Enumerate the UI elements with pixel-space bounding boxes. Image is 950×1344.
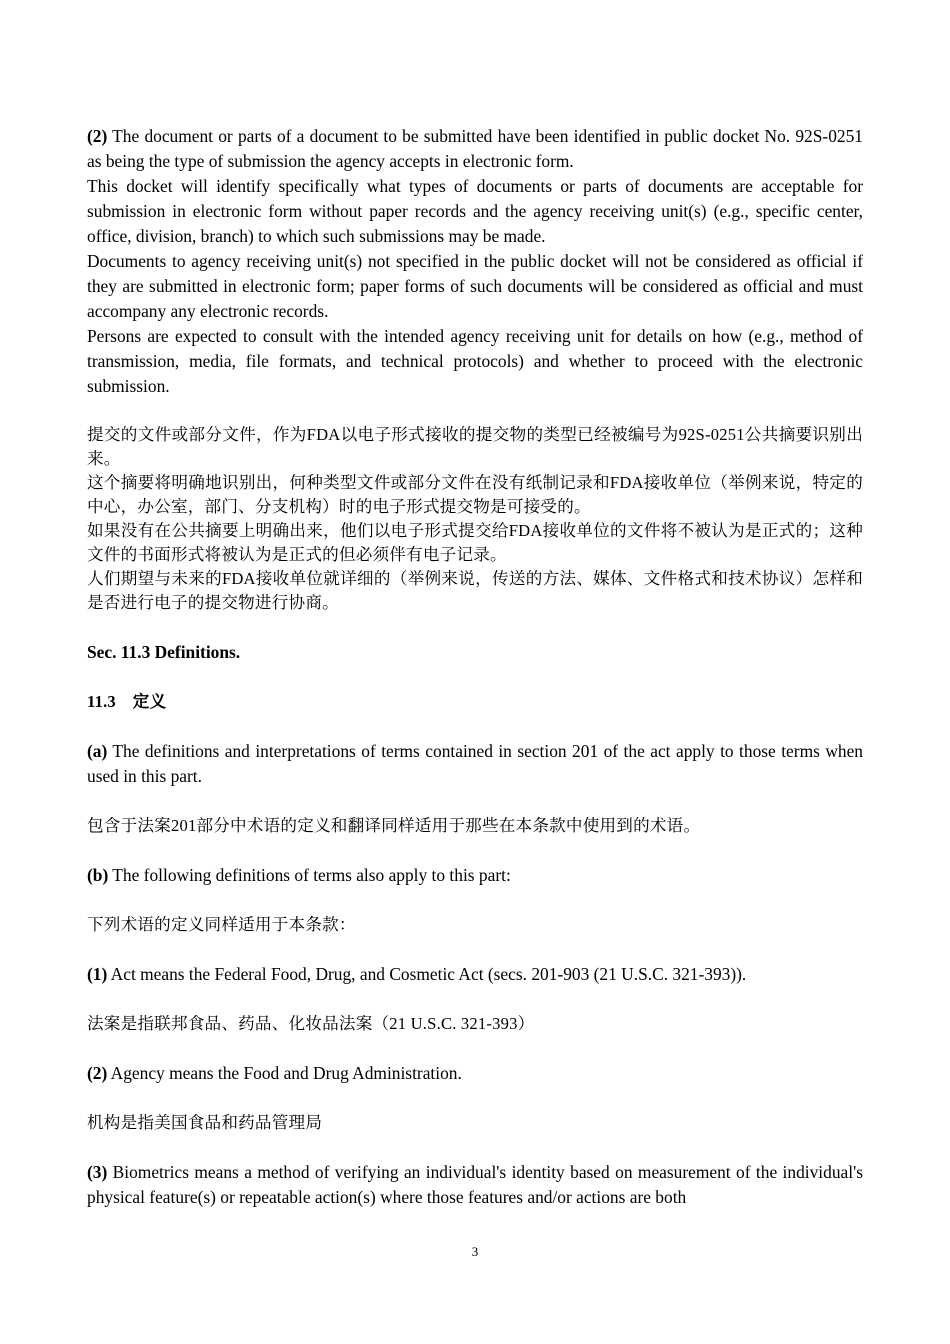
definition-item-en — [87, 739, 863, 789]
item-text: Agency means the Food and Drug Administration. — [107, 1063, 462, 1083]
item-text: Biometrics means a method of verifying an individual's identity based on measurement of the individual's physical feature(s) or repeatable action(s) where those features and/or actions are both — [87, 1162, 863, 1207]
paragraph-en: Persons are expected to consult with the intended agency receiving unit for details on how (e.g., method of transmission, media, file formats, and technical protocols) and whether to proceed with the electronic submission. — [87, 326, 863, 396]
page-number: 3 — [471, 1244, 479, 1259]
definition-item-en — [87, 1160, 863, 1210]
item-number: (2) — [87, 1063, 108, 1083]
item-number: (2) — [87, 126, 108, 146]
paragraph-zh: 如果没有在公共摘要上明确出来，他们以电子形式提交给FDA接收单位的文件将不被认为是正式的；这种文件的书面形式将被认为是正式的但必须伴有电子记录。 — [87, 521, 863, 564]
paragraph-zh: 这个摘要将明确地识别出，何种类型文件或部分文件在没有纸制记录和FDA接收单位（举例来说，特定的中心，办公室，部门、分支机构）时的电子形式提交物是可接受的。 — [87, 473, 863, 516]
definition-item-en — [87, 962, 863, 987]
definition-item-en — [87, 863, 863, 888]
section-heading-en: Sec. 11.3 Definitions. — [87, 642, 241, 662]
paragraph-en: This docket will identify specifically what types of documents or parts of documents are acceptable for submission in electronic form without paper records and the agency receiving unit(s) (e.g., specific center, office, division, branch) to which such submissions may be made. — [87, 176, 863, 246]
item-number: (1) — [87, 964, 108, 984]
paragraph-zh: 提交的文件或部分文件，作为FDA以电子形式接收的提交物的类型已经被编号为92S-0251公共摘要识别出来。 — [87, 425, 863, 468]
definition-item-zh: 下列术语的定义同样适用于本条款： — [87, 915, 356, 934]
definition-item-zh: 机构是指美国食品和药品管理局 — [87, 1113, 323, 1132]
item-text: The definitions and interpretations of terms contained in section 201 of the act apply to those terms when used in this part. — [87, 741, 863, 786]
item-number: (3) — [87, 1162, 108, 1182]
item-number: (a) — [87, 741, 108, 761]
item-text: Act means the Federal Food, Drug, and Cosmetic Act (secs. 201-903 (21 U.S.C. 321-393)). — [107, 964, 747, 984]
paragraph-text: The document or parts of a document to be submitted have been identified in public docket No. 92S-0251 as being the type of submission the agency accepts in electronic form. — [87, 126, 863, 171]
definition-item-zh: 包含于法案201部分中术语的定义和翻译同样适用于那些在本条款中使用到的术语。 — [87, 816, 701, 835]
item-number: (b) — [87, 865, 109, 885]
page-content — [87, 124, 863, 1210]
item-text: The following definitions of terms also apply to this part: — [108, 865, 511, 885]
section-heading-zh: 11.3 定义 — [87, 692, 167, 711]
definition-item-zh: 法案是指联邦食品、药品、化妆品法案（21 U.S.C. 321-393） — [87, 1014, 535, 1033]
paragraph-en — [87, 124, 863, 174]
paragraph-zh: 人们期望与未来的FDA接收单位就详细的（举例来说，传送的方法、媒体、文件格式和技术协议）怎样和是否进行电子的提交物进行协商。 — [87, 569, 863, 612]
paragraph-en: Documents to agency receiving unit(s) not specified in the public docket will not be considered as official if they are submitted in electronic form; paper forms of such documents will be considered as official and must accompany any electronic records. — [87, 251, 863, 321]
definition-item-en — [87, 1061, 863, 1086]
